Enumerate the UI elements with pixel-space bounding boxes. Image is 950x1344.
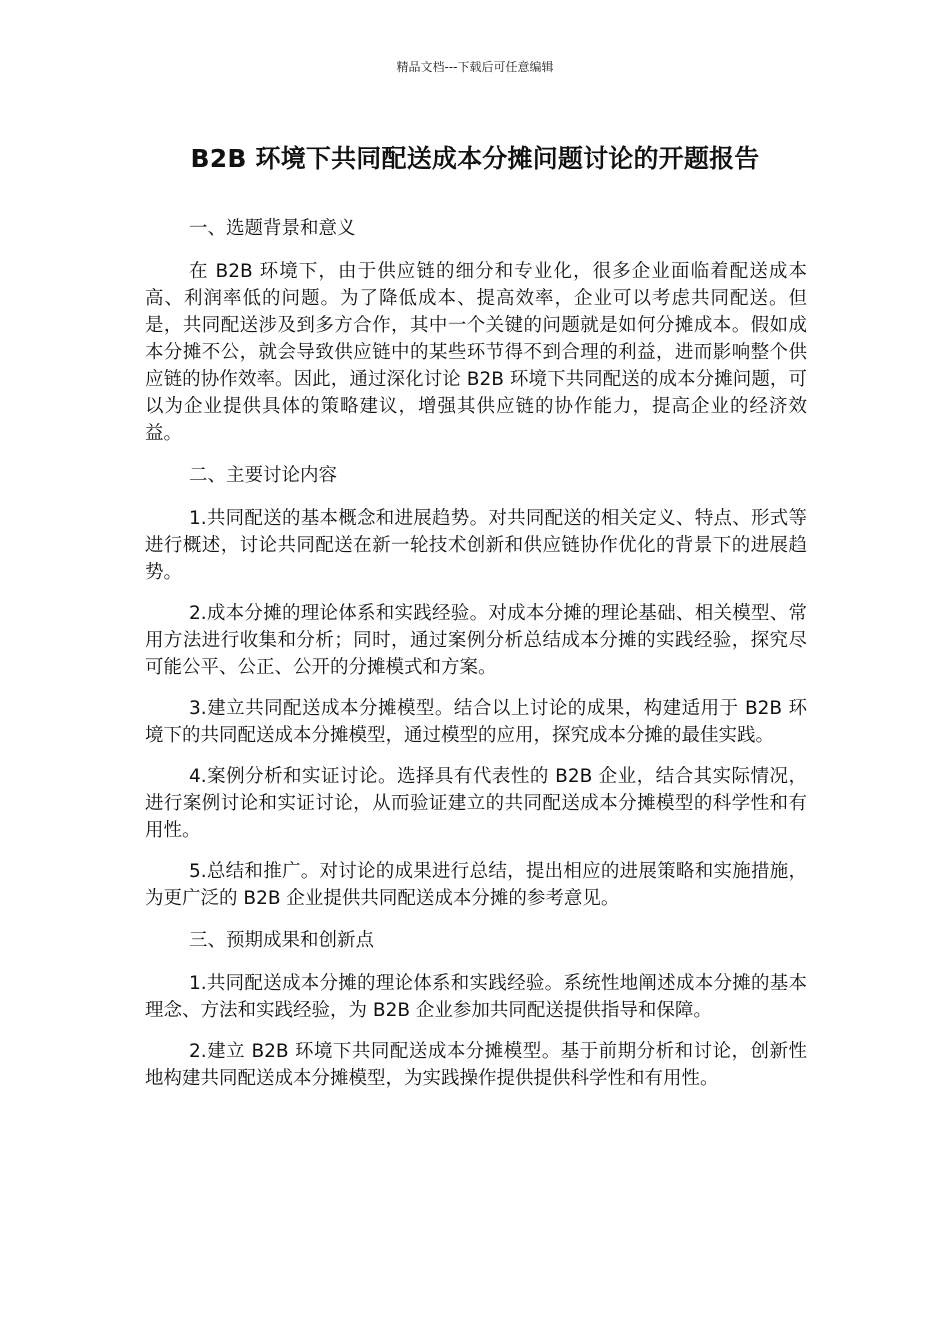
paragraph: 2.成本分摊的理论体系和实践经验。对成本分摊的理论基础、相关模型、常用方法进行收集和分析；同时，通过案例分析总结成本分摊的实践经验，探究尽可能公平、公正、公开的分摊模式和方案。 <box>145 603 807 678</box>
paragraph: 在 B2B 环境下，由于供应链的细分和专业化，很多企业面临着配送成本高、利润率低的问题。为了降低成本、提高效率，企业可以考虑共同配送。但是，共同配送涉及到多方合作，其中一个关键的问题就是如何分摊成本。假如成本分摊不公，就会导致供应链中的某些环节得不到合理的利益，进而影响整个供应链的协作效率。因此，通过深化讨论 B2B 环境下共同配送的成本分摊问题，可以为企业提供具体的策略建议，增强其供应链的协作能力，提高企业的经济效益。 <box>145 261 807 444</box>
paragraph: 1.共同配送成本分摊的理论体系和实践经验。系统性地阐述成本分摊的基本理念、方法和实践经验，为 B2B 企业参加共同配送提供指导和保障。 <box>145 973 807 1021</box>
section-heading: 二、主要讨论内容 <box>189 465 338 486</box>
paragraph: 4.案例分析和实证讨论。选择具有代表性的 B2B 企业，结合其实际情况，进行案例讨论和实证讨论，从而验证建立的共同配送成本分摊模型的科学性和有用性。 <box>145 766 807 841</box>
paragraph: 3.建立共同配送成本分摊模型。结合以上讨论的成果，构建适用于 B2B 环境下的共同配送成本分摊模型，通过模型的应用，探究成本分摊的最佳实践。 <box>145 698 807 746</box>
paragraph: 2.建立 B2B 环境下共同配送成本分摊模型。基于前期分析和讨论，创新性地构建共同配送成本分摊模型，为实践操作提供提供科学性和有用性。 <box>145 1041 807 1089</box>
document-body <box>145 214 807 1106</box>
header-note: 精品文档---下载后可任意编辑 <box>396 60 554 74</box>
section-heading: 三、预期成果和创新点 <box>189 930 375 951</box>
section-heading: 一、选题背景和意义 <box>189 218 356 239</box>
paragraph: 1.共同配送的基本概念和进展趋势。对共同配送的相关定义、特点、形式等进行概述，讨论共同配送在新一轮技术创新和供应链协作优化的背景下的进展趋势。 <box>145 508 807 583</box>
paragraph: 5.总结和推广。对讨论的成果进行总结，提出相应的进展策略和实施措施，为更广泛的 B2B 企业提供共同配送成本分摊的参考意见。 <box>145 861 807 909</box>
document-title: B2B 环境下共同配送成本分摊问题讨论的开题报告 <box>190 144 760 173</box>
